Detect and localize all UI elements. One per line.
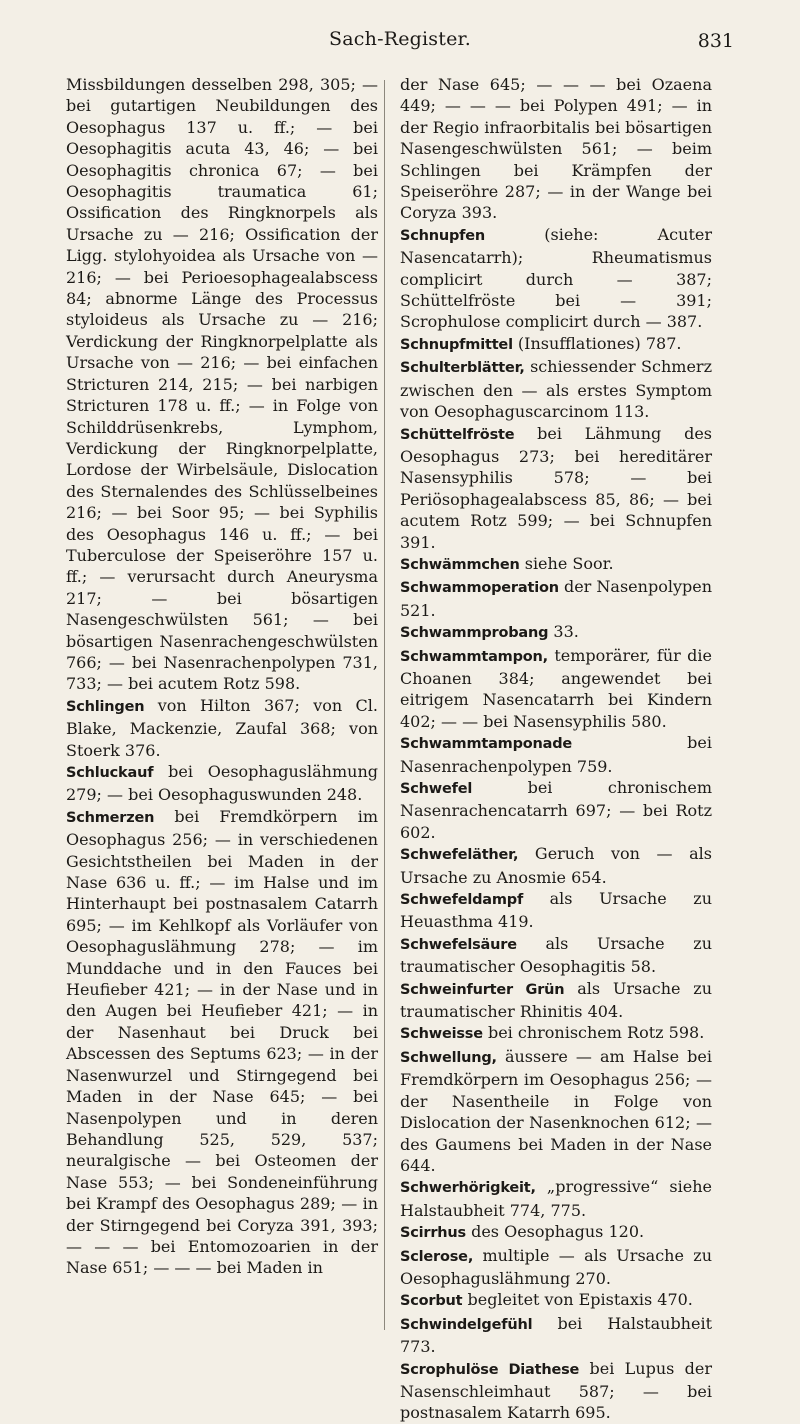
entry-headword: Schmerzen xyxy=(66,809,155,826)
running-header: Sach-Register. xyxy=(329,28,471,50)
index-entry xyxy=(400,224,712,333)
entry-text: bei Nasenrachenpolypen 759. xyxy=(400,733,712,776)
entry-headword: Schulterblätter, xyxy=(400,360,525,377)
entry-headword: Schwellung, xyxy=(400,1049,497,1066)
entry-text: als Ursache zu traumatischer Oesophagitis 58. xyxy=(400,933,712,977)
entry-headword: Schweinfurter Grün xyxy=(400,981,565,998)
entry-headword: Schluckauf xyxy=(66,765,154,781)
entry-headword: Schüttelfröste xyxy=(400,426,515,443)
entry-headword: Schwefeläther, xyxy=(400,847,519,864)
index-entry xyxy=(66,74,378,695)
index-entry xyxy=(400,423,712,553)
entry-text: (Insufflationes) 787. xyxy=(512,333,682,353)
entry-headword: Schnupfmittel xyxy=(400,336,513,353)
entry-headword: Schwindelgefühl xyxy=(400,1316,533,1333)
index-entry xyxy=(400,1022,712,1045)
entry-text: als Ursache zu traumatischer Rhinitis 404. xyxy=(400,978,712,1022)
entry-text: äussere — am Halse bei Fremdkörpern im Oesophagus 256; — der Nasentheile in Folge von Dislocation der Nasenknochen 612; — des Gaumens bei Maden in der Nase 644. xyxy=(400,1046,712,1175)
index-entry xyxy=(400,1221,712,1244)
entry-text: multiple — als Ursache zu Oesophaguslähmung 270. xyxy=(400,1245,712,1288)
entry-headword: Schlingen xyxy=(66,698,145,715)
entry-headword: Schwefelsäure xyxy=(400,936,517,953)
entry-text: von Hilton 367; von Cl. Blake, Mackenzie, Zaufal 368; von Stoerk 376. xyxy=(66,695,378,760)
entry-text: bei chronischem Nasenrachencatarrh 697; — bei Rotz 602. xyxy=(400,778,712,842)
index-entry xyxy=(400,843,712,888)
page-number: 831 xyxy=(697,30,734,52)
index-entry xyxy=(400,732,712,777)
entry-text: bei Lupus der Nasenschleimhaut 587; — bei postnasalem Katarrh 695. xyxy=(400,1358,713,1423)
column-divider xyxy=(384,80,385,1330)
entry-text: schiessender Schmerz zwischen den — als erstes Symptom von Oesophaguscarcinom 113. xyxy=(400,357,712,422)
entry-headword: Schwammtamponade xyxy=(400,736,573,753)
index-entry xyxy=(400,1313,712,1358)
entry-text: des Oesophagus 120. xyxy=(466,1222,645,1242)
entry-text: siehe Soor. xyxy=(519,553,614,573)
entry-text: Missbildungen desselben 298, 305; — bei gutartigen Neubildungen des Oesophagus 137 u. ff.; — bei Oesophagitis acuta 43, 46; — bei Oesophagitis chronica 67; — bei Oesophagitis traumatica 61; Ossification des Ringknorpels als Ursache zu — 216; Ossification der Ligg. stylohyoidea als Ursache von — 216; — bei Perioesophagealabscess 84; abnorme Länge des Processus styloideus als Ursache zu — 216; Verdickung der Ringknorpelplatte als Ursache von — 216; — bei einfachen Stricturen 214, 215; — bei narbigen Stricturen 178 u. ff.; — in Folge von Schilddrüsenkrebs, Lymphom, Verdickung der Ringknorpelplatte, Lordose der Wirbelsäule, Dislocation des Sternalendes des Schlüsselbeines 216; — bei Soor 95; — bei Syphilis des Oesophagus 146 u. ff.; — bei Tuberculose der Speiseröhre 157 u. ff.; — verursacht durch Aneurysma 217; — bei bösartigen Nasengeschwülsten 561; — bei bösartigen Nasenrachengeschwülsten 766; — bei Nasenrachenpolypen 731, 733; — bei acutem Rotz 598. xyxy=(66,75,378,694)
entry-headword: Schwammtampon, xyxy=(400,648,548,665)
index-entry xyxy=(66,695,378,761)
entry-headword: Schweisse xyxy=(400,1026,483,1043)
index-entry xyxy=(400,621,712,644)
index-entry xyxy=(400,333,712,356)
entry-text: temporärer, für die Choanen 384; angewendet bei eitrigem Nasencatarrh bei Kindern 402; — — bei Nasensyphilis 580. xyxy=(400,645,712,731)
index-entry xyxy=(400,576,712,621)
entry-text: bei Fremdkörpern im Oesophagus 256; — in verschiedenen Gesichtstheilen bei Maden in der Nase 636 u. ff.; — im Halse und im Hinterhaupt bei postnasalem Catarrh 695; — im Kehlkopf als Vorläufer von Oesophaguslähmung 278; — im Munddache und in den Fauces bei Heufieber 421; — in der Nase und in den Augen bei Heufieber 421; — in der Nasenhaut bei Druck bei Abscessen des Septums 623; — in der Nasenwurzel und Stirngegend bei Maden in der Nase 645; — bei Nasenpolypen und in deren Behandlung 525, 529, 537; neuralgische — bei Osteomen der Nase 553; — bei Sondeneinführung bei Krampf des Oesophagus 289; — in der Stirngegend bei Coryza 391, 393; — — — bei Entomozoarien in der Nase 651; — — — bei Maden in xyxy=(66,806,378,1278)
entry-headword: Scorbut xyxy=(400,1293,463,1310)
entry-text: „progressive“ siehe Halstaubheit 774, 775. xyxy=(400,1177,712,1220)
entry-headword: Schwammprobang xyxy=(400,625,549,642)
entry-text: als Ursache zu Heuasthma 419. xyxy=(400,889,712,932)
index-entry xyxy=(400,645,712,733)
entry-headword: Schwefel xyxy=(400,781,473,797)
entry-headword: Schwammoperation xyxy=(400,580,559,597)
entry-headword: Schnupfen xyxy=(400,227,486,244)
index-entry xyxy=(400,74,712,224)
entry-text: (siehe: Acuter Nasencatarrh); Rheumatismus complicirt durch — 387; Schüttelfröste bei — 391; Scrophulose complicirt durch — 387. xyxy=(400,224,712,332)
index-entry xyxy=(400,356,712,422)
entry-headword: Schwefeldampf xyxy=(400,892,524,909)
entry-text: 33. xyxy=(548,622,579,642)
entry-text: bei Lähmung des Oesophagus 273; bei hereditärer Nasensyphilis 578; — bei Periösophagealabscess 85, 86; — bei acutem Rotz 599; — bei Schnupfen 391. xyxy=(400,423,712,552)
entry-text: bei Oesophaguslähmung 279; — bei Oesophaguswunden 248. xyxy=(66,762,378,805)
index-entry xyxy=(400,1176,712,1221)
index-entry xyxy=(400,888,712,933)
index-entry xyxy=(400,1046,712,1176)
index-entry xyxy=(400,1245,712,1290)
index-entry xyxy=(66,761,378,806)
index-entry xyxy=(400,553,712,576)
entry-text: bei Halstaubheit 773. xyxy=(400,1313,712,1357)
entry-text: der Nasenpolypen 521. xyxy=(400,577,712,620)
entry-text: der Nase 645; — — — bei Ozaena 449; — — — bei Polypen 491; — in der Regio infraorbitalis bei bösartigen Nasengeschwülsten 561; — beim Schlingen bei Krämpfen der Speiseröhre 287; — in der Wange bei Coryza 393. xyxy=(400,75,712,223)
entry-text: bei chronischem Rotz 598. xyxy=(482,1023,705,1043)
entry-text: Geruch von — als Ursache zu Anosmie 654. xyxy=(400,844,712,887)
entry-headword: Schwerhörigkeit, xyxy=(400,1180,536,1197)
index-entry xyxy=(400,777,712,843)
entry-headword: Scrophulöse Diathese xyxy=(400,1361,580,1378)
index-entry xyxy=(400,1289,712,1312)
entry-text: begleitet von Epistaxis 470. xyxy=(462,1290,693,1310)
index-entry xyxy=(66,806,378,1279)
entry-headword: Sclerose, xyxy=(400,1248,474,1265)
index-entry xyxy=(400,1358,712,1424)
right-column xyxy=(400,74,712,1424)
left-column xyxy=(66,74,378,1279)
entry-headword: Scirrhus xyxy=(400,1225,466,1242)
index-entry xyxy=(400,933,712,978)
entry-headword: Schwämmchen xyxy=(400,556,520,573)
index-entry xyxy=(400,978,712,1023)
